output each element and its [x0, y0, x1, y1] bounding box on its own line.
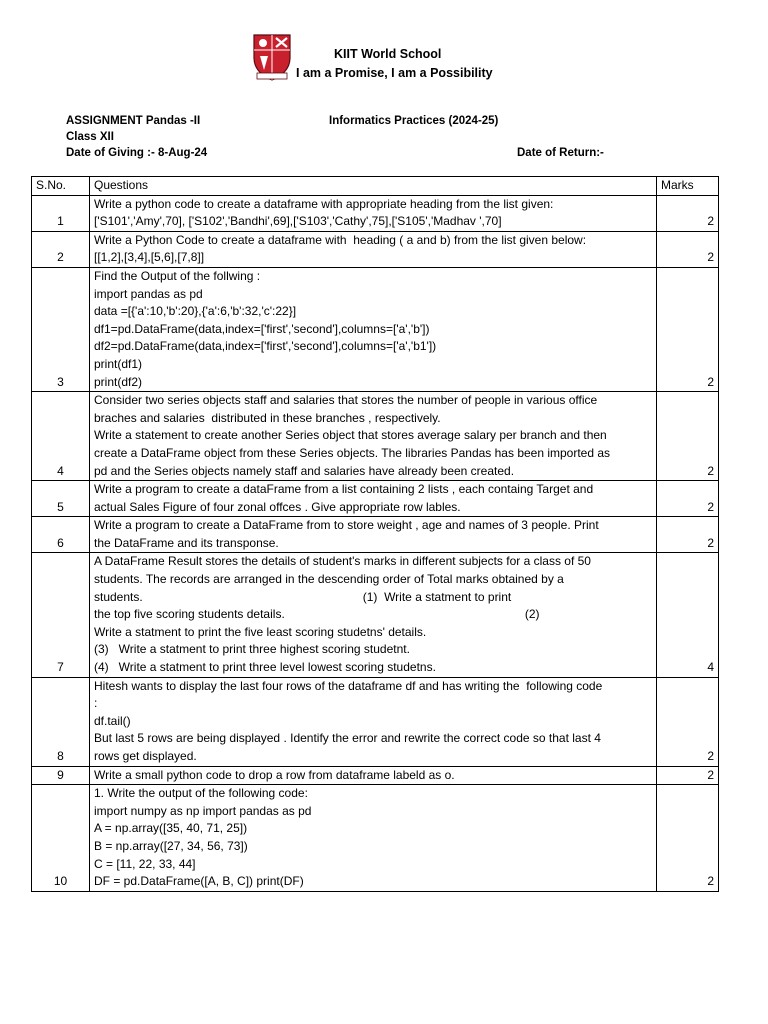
question-text	[90, 766, 657, 785]
question-number: 1	[32, 195, 90, 231]
question-line: But last 5 rows are being displayed . Identify the error and rewrite the correct code so that last 4	[94, 731, 601, 746]
question-line: data =[{'a':10,'b':20},{'a':6,'b':32,'c':22}]	[94, 304, 297, 319]
question-line: Write a statement to create another Series object that stores average salary per branch and then	[94, 428, 607, 443]
question-number: 3	[32, 267, 90, 391]
question-line: Consider two series objects staff and salaries that stores the number of people in various office	[94, 393, 598, 408]
header-questions: Questions	[90, 177, 657, 196]
question-marks: 2	[657, 677, 719, 766]
question-line: students. The records are arranged in the descending order of Total marks obtained by a	[94, 572, 564, 587]
question-line: A DataFrame Result stores the details of student's marks in different subjects for a class of 50	[94, 554, 591, 569]
class-label: Class XII	[66, 131, 114, 143]
school-name: KIIT World School	[334, 47, 442, 61]
question-line: rows get displayed.	[94, 749, 197, 763]
table-row	[32, 267, 719, 391]
question-number: 2	[32, 231, 90, 267]
question-number: 6	[32, 517, 90, 553]
question-line: import numpy as np import pandas as pd	[94, 803, 312, 818]
question-line: pd and the Series objects namely staff and salaries have already been created.	[94, 463, 515, 478]
table-row	[32, 195, 719, 231]
table-row	[32, 392, 719, 481]
question-line: :	[94, 696, 98, 711]
table-header-row	[32, 177, 719, 196]
question-line: Find the Output of the follwing :	[94, 268, 261, 283]
question-line: Hitesh wants to display the last four rows of the dataframe df and has writing the following code	[94, 678, 603, 693]
question-line: df.tail()	[94, 713, 131, 728]
question-line: Write a python code to create a dataframe with appropriate heading from the list given:	[94, 196, 554, 211]
question-line: print(df2)	[94, 374, 143, 389]
question-number: 9	[32, 766, 90, 785]
question-line: the top five scoring students details. (2)	[94, 607, 540, 622]
question-line: 1. Write the output of the following code:	[94, 786, 308, 801]
question-text	[90, 677, 657, 766]
question-line: create a DataFrame object from these Series objects. The libraries Pandas has been imported as	[94, 445, 611, 460]
question-text	[90, 785, 657, 892]
question-text	[90, 195, 657, 231]
question-marks: 2	[657, 195, 719, 231]
table-row	[32, 785, 719, 892]
table-row	[32, 481, 719, 517]
question-text	[90, 231, 657, 267]
question-text	[90, 267, 657, 391]
header-sno: S.No.	[32, 177, 90, 196]
question-line: the DataFrame and its transponse.	[94, 535, 279, 550]
question-line: print(df1)	[94, 356, 143, 371]
question-line: Write a Python Code to create a dataframe with heading ( a and b) from the list given below:	[94, 232, 587, 247]
question-line: actual Sales Figure of four zonal offces . Give appropriate row lables.	[94, 499, 461, 514]
question-line: ['S101','Amy',70], ['S102','Bandhi',69],['S103','Cathy',75],['S105','Madhav ',70]	[94, 214, 502, 229]
question-number: 8	[32, 677, 90, 766]
subject-title: Informatics Practices (2024-25)	[329, 115, 499, 127]
question-line: Write a small python code to drop a row from dataframe labeld as o.	[94, 767, 455, 782]
question-marks: 2	[657, 766, 719, 785]
question-line: (4) Write a statment to print three level lowest scoring studetns.	[94, 660, 436, 675]
question-text	[90, 481, 657, 517]
question-marks: 2	[657, 785, 719, 892]
question-line: A = np.array([35, 40, 71, 25])	[94, 821, 248, 836]
question-marks: 4	[657, 553, 719, 677]
question-line: braches and salaries distributed in these branches , respectively.	[94, 410, 441, 425]
question-number: 4	[32, 392, 90, 481]
date-of-return: Date of Return:-	[517, 147, 604, 159]
question-line: students. (1) Write a statment to print	[94, 589, 512, 604]
question-marks: 2	[657, 267, 719, 391]
school-motto: I am a Promise, I am a Possibility	[296, 66, 493, 80]
question-marks: 2	[657, 231, 719, 267]
table-row	[32, 677, 719, 766]
school-logo	[250, 32, 294, 82]
question-number: 7	[32, 553, 90, 677]
question-line: B = np.array([27, 34, 56, 73])	[94, 838, 248, 853]
table-row	[32, 231, 719, 267]
header-marks: Marks	[657, 177, 719, 196]
table-row	[32, 517, 719, 553]
question-line: import pandas as pd	[94, 286, 203, 301]
question-text	[90, 517, 657, 553]
table-row	[32, 766, 719, 785]
question-marks: 2	[657, 481, 719, 517]
question-number: 5	[32, 481, 90, 517]
questions-table	[31, 176, 719, 892]
date-of-giving: Date of Giving :- 8-Aug-24	[66, 147, 208, 159]
question-marks: 2	[657, 517, 719, 553]
question-number: 10	[32, 785, 90, 892]
question-line: df2=pd.DataFrame(data,index=['first','second'],columns=['a','b1'])	[94, 339, 437, 354]
question-line: DF = pd.DataFrame([A, B, C]) print(DF)	[94, 874, 304, 889]
table-row	[32, 553, 719, 677]
question-line: Write a program to create a DataFrame from to store weight , age and names of 3 people. Print	[94, 518, 599, 533]
question-line: Write a program to create a dataFrame from a list containing 2 lists , each containg Target and	[94, 482, 594, 497]
assignment-title: ASSIGNMENT Pandas -II	[66, 115, 201, 127]
question-line: [[1,2],[3,4],[5,6],[7,8]]	[94, 250, 205, 265]
question-text	[90, 392, 657, 481]
question-line: df1=pd.DataFrame(data,index=['first','second'],columns=['a','b'])	[94, 321, 430, 336]
question-line: (3) Write a statment to print three highest scoring studetnt.	[94, 642, 410, 657]
question-line: C = [11, 22, 33, 44]	[94, 856, 196, 871]
question-marks: 2	[657, 392, 719, 481]
question-line: Write a statment to print the five least scoring studetns' details.	[94, 624, 427, 639]
question-text	[90, 553, 657, 677]
